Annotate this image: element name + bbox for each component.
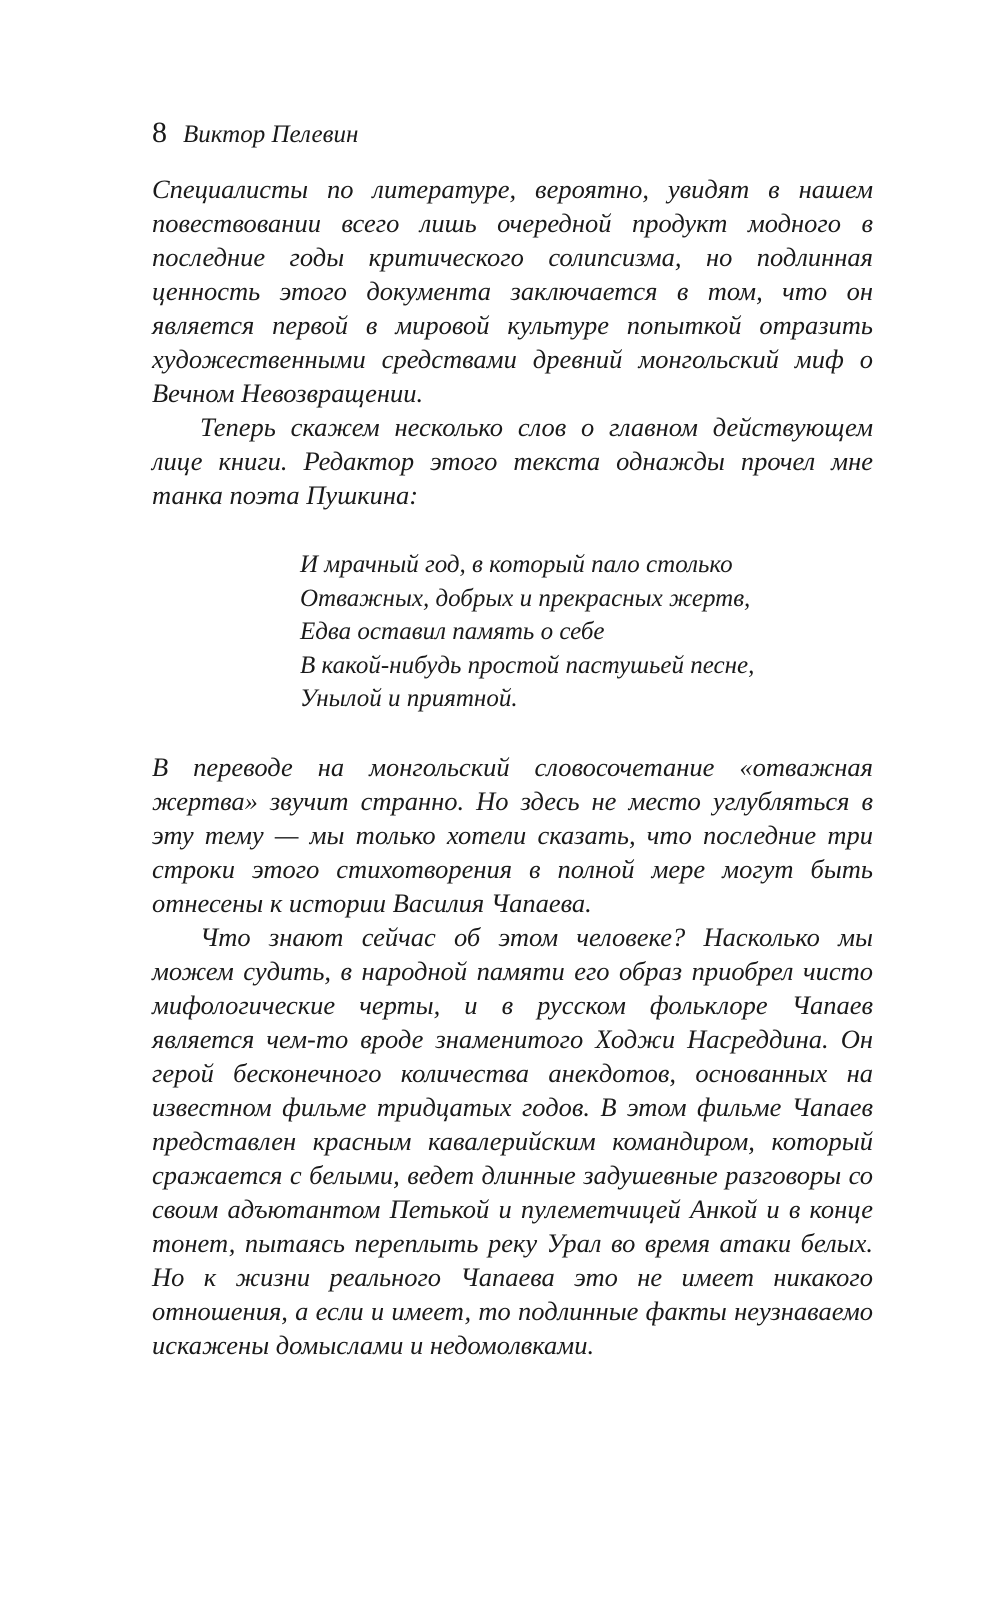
text-block-main (152, 750, 873, 1362)
running-header-author: Виктор Пелевин (183, 121, 359, 148)
page-number: 8 (152, 116, 167, 149)
poem-line: Отважных, добрых и прекрасных жертв, (300, 584, 751, 612)
running-header (152, 118, 358, 148)
text-block-intro (152, 172, 873, 512)
paragraph: Что знают сейчас об этом человеке? Насколько мы можем судить, в народной памяти его образ приобрел чисто мифологические черты, и в русском фольклоре Чапаев является чем-то вроде знаменитого Ходжи Насреддина. Он герой бесконечного количества анекдотов, основанных на известном фильме тридцатых годов. В этом фильме Чапаев представлен красным кавалерийским командиром, который сражается с белыми, ведет длинные задушевные разговоры со своим адъютантом Петькой и пулеметчицей Анкой и в конце тонет, пытаясь переплыть реку Урал во время атаки белых. Но к жизни реального Чапаева это не имеет никакого отношения, а если и имеет, то подлинные факты неузнаваемо искажены домыслами и недомолвками. (152, 922, 873, 1360)
paragraph: Теперь скажем несколько слов о главном действующем лице книги. Редактор этого текста однажды прочел мне танка поэта Пушкина: (152, 412, 873, 510)
poem-line: Унылой и приятной. (300, 685, 518, 712)
poem-quote (300, 548, 754, 716)
paragraph: В переводе на монгольский словосочетание «отважная жертва» звучит странно. Но здесь не место углубляться в эту тему — мы только хотели сказать, что последние три строки этого стихотворения в полной мере могут быть отнесены к истории Василия Чапаева. (152, 752, 873, 918)
poem-line: В какой-нибудь простой пастушьей песне, (300, 651, 755, 679)
poem-line: И мрачный год, в который пало столько (300, 551, 733, 578)
poem-line: Едва оставил память о себе (300, 618, 605, 645)
paragraph: Специалисты по литературе, вероятно, увидят в нашем повествовании всего лишь очередной продукт модного в последние годы критического солипсизма, но подлинная ценность этого документа заключается в том, что он является первой в мировой культуре попыткой отразить художественными средствами древний монгольский миф о Вечном Невозвращении. (152, 174, 873, 408)
